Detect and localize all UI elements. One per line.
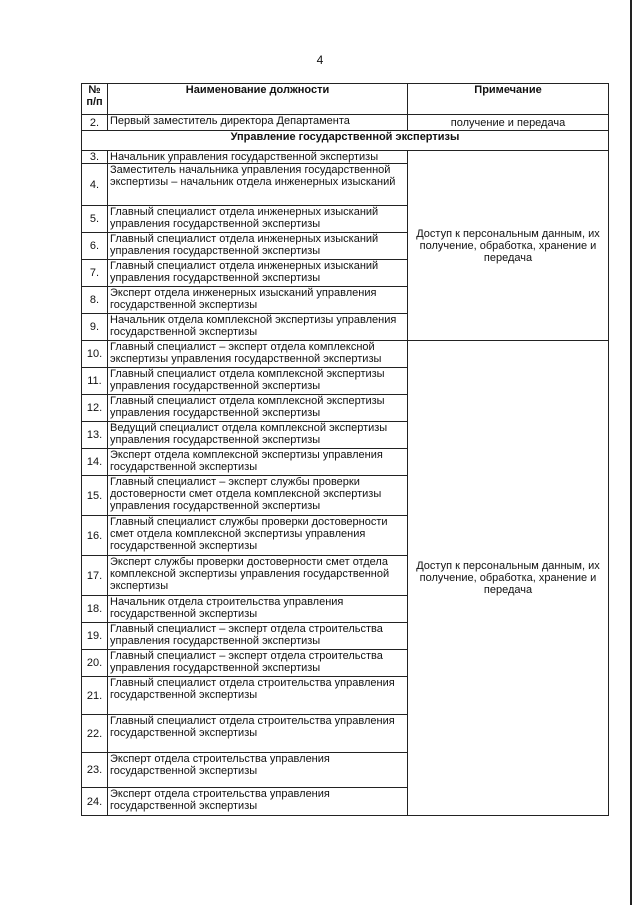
section-title: Управление государственной экспертизы: [82, 131, 609, 151]
row-number: 3.: [82, 151, 108, 164]
row-position: Начальник отдела строительства управления государственной экспертизы: [108, 596, 408, 623]
row-position: Главный специалист отдела комплексной экспертизы управления государственной экспертизы: [108, 395, 408, 422]
row-position: Эксперт отдела строительства управления государственной экспертизы: [108, 788, 408, 816]
table-row: [82, 115, 609, 131]
row-number: 17.: [82, 556, 108, 596]
table-header-row: [82, 84, 609, 115]
row-number: 10.: [82, 341, 108, 368]
row-number: 23.: [82, 753, 108, 788]
positions-table: [81, 83, 609, 816]
row-position: Эксперт отдела инженерных изысканий управления государственной экспертизы: [108, 287, 408, 314]
page-number: 4: [316, 53, 324, 67]
row-number: 21.: [82, 677, 108, 715]
row-number: 15.: [82, 476, 108, 516]
row-number: 12.: [82, 395, 108, 422]
row-position: Главный специалист отдела инженерных изысканий управления государственной экспертизы: [108, 260, 408, 287]
row-number: 6.: [82, 233, 108, 260]
row-number: 20.: [82, 650, 108, 677]
row-position: Главный специалист – эксперт отдела строительства управления государственной экспертизы: [108, 650, 408, 677]
row-position: Главный специалист – эксперт отдела комплексной экспертизы управления государственной экспертизы: [108, 341, 408, 368]
row-position: Начальник отдела комплексной экспертизы управления государственной экспертизы: [108, 314, 408, 341]
row-position: Первый заместитель директора Департамента: [108, 115, 408, 131]
row-position: Главный специалист отдела комплексной экспертизы управления государственной экспертизы: [108, 368, 408, 395]
row-position: Главный специалист – эксперт отдела строительства управления государственной экспертизы: [108, 623, 408, 650]
table-row: [82, 341, 609, 368]
row-number: 4.: [82, 164, 108, 206]
row-number: 18.: [82, 596, 108, 623]
row-position: Главный специалист отдела строительства управления государственной экспертизы: [108, 677, 408, 715]
row-number: 22.: [82, 715, 108, 753]
row-position: Главный специалист отдела инженерных изысканий управления государственной экспертизы: [108, 233, 408, 260]
scan-edge-line: [630, 0, 632, 905]
row-number: 11.: [82, 368, 108, 395]
row-position: Заместитель начальника управления государственной экспертизы – начальник отдела инженерных изысканий: [108, 164, 408, 206]
row-number: 14.: [82, 449, 108, 476]
row-position: Главный специалист службы проверки достоверности смет отдела комплексной экспертизы управления государственной экспертизы: [108, 516, 408, 556]
header-note: Примечание: [408, 84, 609, 115]
row-number: 19.: [82, 623, 108, 650]
header-position: Наименование должности: [108, 84, 408, 115]
row-number: 7.: [82, 260, 108, 287]
row-number: 8.: [82, 287, 108, 314]
table-row: [82, 151, 609, 164]
row-position: Начальник управления государственной экспертизы: [108, 151, 408, 164]
row-number: 9.: [82, 314, 108, 341]
row-position: Главный специалист отдела инженерных изысканий управления государственной экспертизы: [108, 206, 408, 233]
row-number: 16.: [82, 516, 108, 556]
row-number: 24.: [82, 788, 108, 816]
row-position: Эксперт отдела строительства управления государственной экспертизы: [108, 753, 408, 788]
group-note: Доступ к персональным данным, их получение, обработка, хранение и передача: [408, 151, 609, 341]
row-number: 13.: [82, 422, 108, 449]
row-number: 5.: [82, 206, 108, 233]
row-position: Эксперт отдела комплексной экспертизы управления государственной экспертизы: [108, 449, 408, 476]
row-position: Главный специалист – эксперт службы проверки достоверности смет отдела комплексной экспертизы управления государственной экспертизы: [108, 476, 408, 516]
section-row: [82, 131, 609, 151]
row-position: Главный специалист отдела строительства управления государственной экспертизы: [108, 715, 408, 753]
row-note: получение и передача: [408, 115, 609, 131]
header-number: № п/п: [82, 84, 108, 115]
group-note: Доступ к персональным данным, их получение, обработка, хранение и передача: [408, 341, 609, 816]
row-position: Эксперт службы проверки достоверности смет отдела комплексной экспертизы управления государственной экспертизы: [108, 556, 408, 596]
row-position: Ведущий специалист отдела комплексной экспертизы управления государственной экспертизы: [108, 422, 408, 449]
row-number: 2.: [82, 115, 108, 131]
